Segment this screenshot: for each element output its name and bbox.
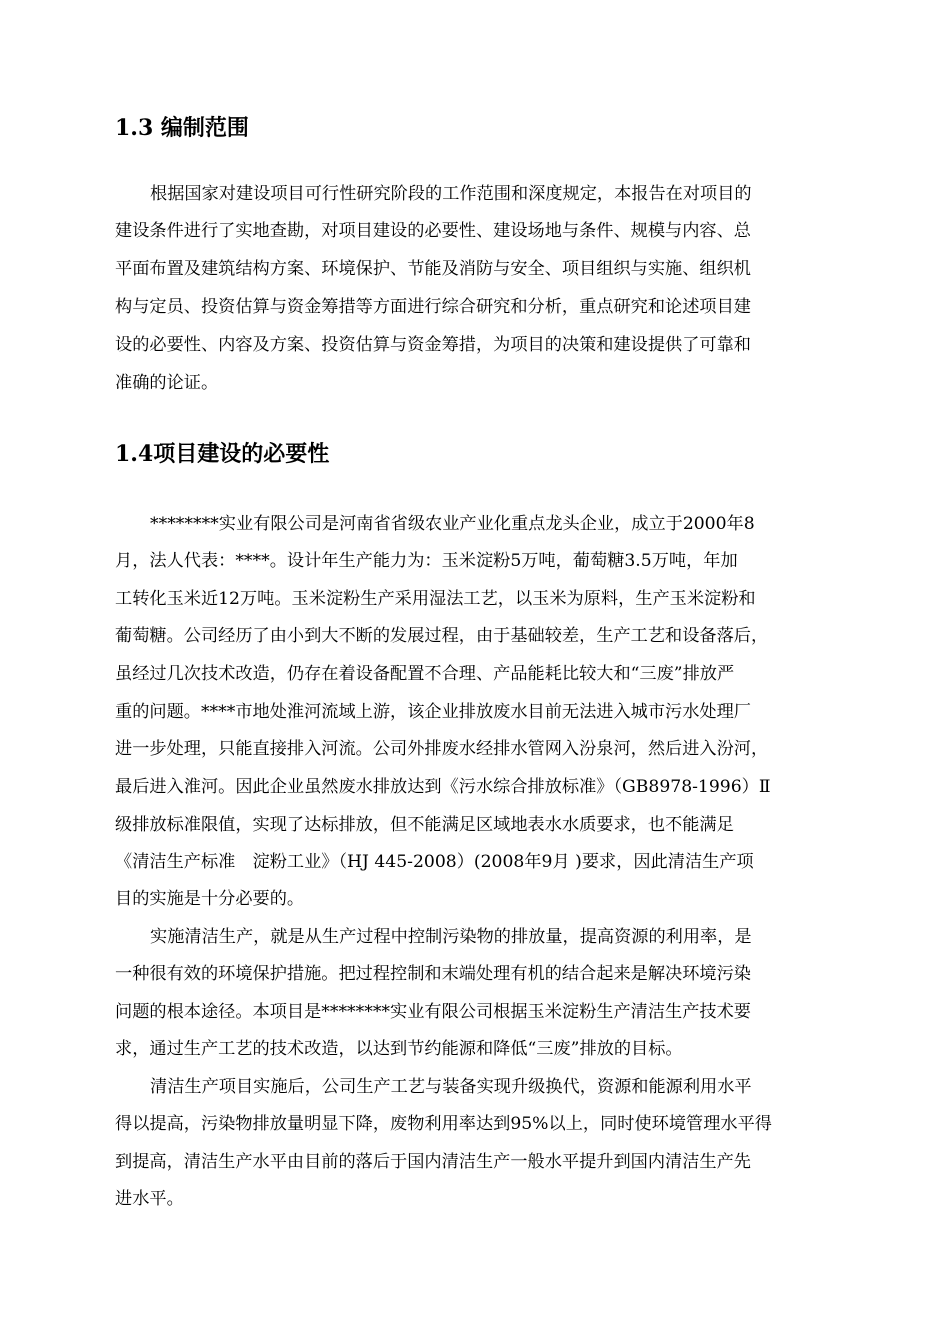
text-line: 一种很有效的环境保护措施。把过程控制和末端处理有机的结合起来是解决环境污染 (115, 964, 751, 984)
section-heading-1-3: 1.3 编制范围 (115, 115, 249, 141)
text-line: 月，法人代表：****。设计年生产能力为：玉米淀粉5万吨，葡萄糖3.5万吨，年加 (115, 551, 738, 571)
text-line: 得以提高，污染物排放量明显下降，废物利用率达到95%以上，同时使环境管理水平得 (115, 1114, 772, 1134)
text-line: 葡萄糖。公司经历了由小到大不断的发展过程，由于基础较差，生产工艺和设备落后， (115, 626, 769, 646)
text-line: 《清洁生产标准 淀粉工业》（HJ 445-2008）(2008年9月 )要求，因此清洁生产项 (115, 852, 754, 872)
text-line: 重的问题。****市地处淮河流域上游，该企业排放废水目前无法进入城市污水处理厂 (115, 702, 751, 722)
text-line: 到提高，清洁生产水平由目前的落后于国内清洁生产一般水平提升到国内清洁生产先 (115, 1152, 751, 1172)
text-line: 求，通过生产工艺的技术改造，以达到节约能源和降低“三废”排放的目标。 (115, 1039, 683, 1059)
section-heading-1-4: 1.4项目建设的必要性 (115, 441, 330, 467)
text-line: 设的必要性、内容及方案、投资估算与资金筹措，为项目的决策和建设提供了可靠和 (115, 335, 751, 355)
text-line: 级排放标准限值，实现了达标排放，但不能满足区域地表水水质要求，也不能满足 (115, 815, 734, 835)
text-line: 进水平。 (115, 1189, 184, 1209)
text-line: 最后进入淮河。因此企业虽然废水排放达到《污水综合排放标准》（GB8978-1996）Ⅱ (115, 777, 771, 797)
text-line: 问题的根本途径。本项目是********实业有限公司根据玉米淀粉生产清洁生产技术要 (115, 1002, 751, 1022)
text-line: ********实业有限公司是河南省省级农业产业化重点龙头企业，成立于2000年8 (150, 514, 755, 534)
text-line: 实施清洁生产，就是从生产过程中控制污染物的排放量，提高资源的利用率，是 (150, 927, 752, 947)
text-line: 根据国家对建设项目可行性研究阶段的工作范围和深度规定，本报告在对项目的 (150, 184, 752, 204)
text-line: 建设条件进行了实地查勘，对项目建设的必要性、建设场地与条件、规模与内容、总 (115, 221, 751, 241)
text-line: 准确的论证。 (115, 373, 219, 393)
text-line: 清洁生产项目实施后，公司生产工艺与装备实现升级换代，资源和能源利用水平 (150, 1077, 752, 1097)
text-line: 平面布置及建筑结构方案、环境保护、节能及消防与安全、项目组织与实施、组织机 (115, 259, 751, 279)
text-line: 构与定员、投资估算与资金筹措等方面进行综合研究和分析，重点研究和论述项目建 (115, 297, 751, 317)
text-line: 进一步处理，只能直接排入河流。公司外排废水经排水管网入汾泉河，然后进入汾河， (115, 739, 769, 759)
text-line: 目的实施是十分必要的。 (115, 889, 305, 909)
text-line: 工转化玉米近12万吨。玉米淀粉生产采用湿法工艺，以玉米为原料，生产玉米淀粉和 (115, 589, 756, 609)
text-line: 虽经过几次技术改造，仍存在着设备配置不合理、产品能耗比较大和“三废”排放严 (115, 664, 735, 684)
